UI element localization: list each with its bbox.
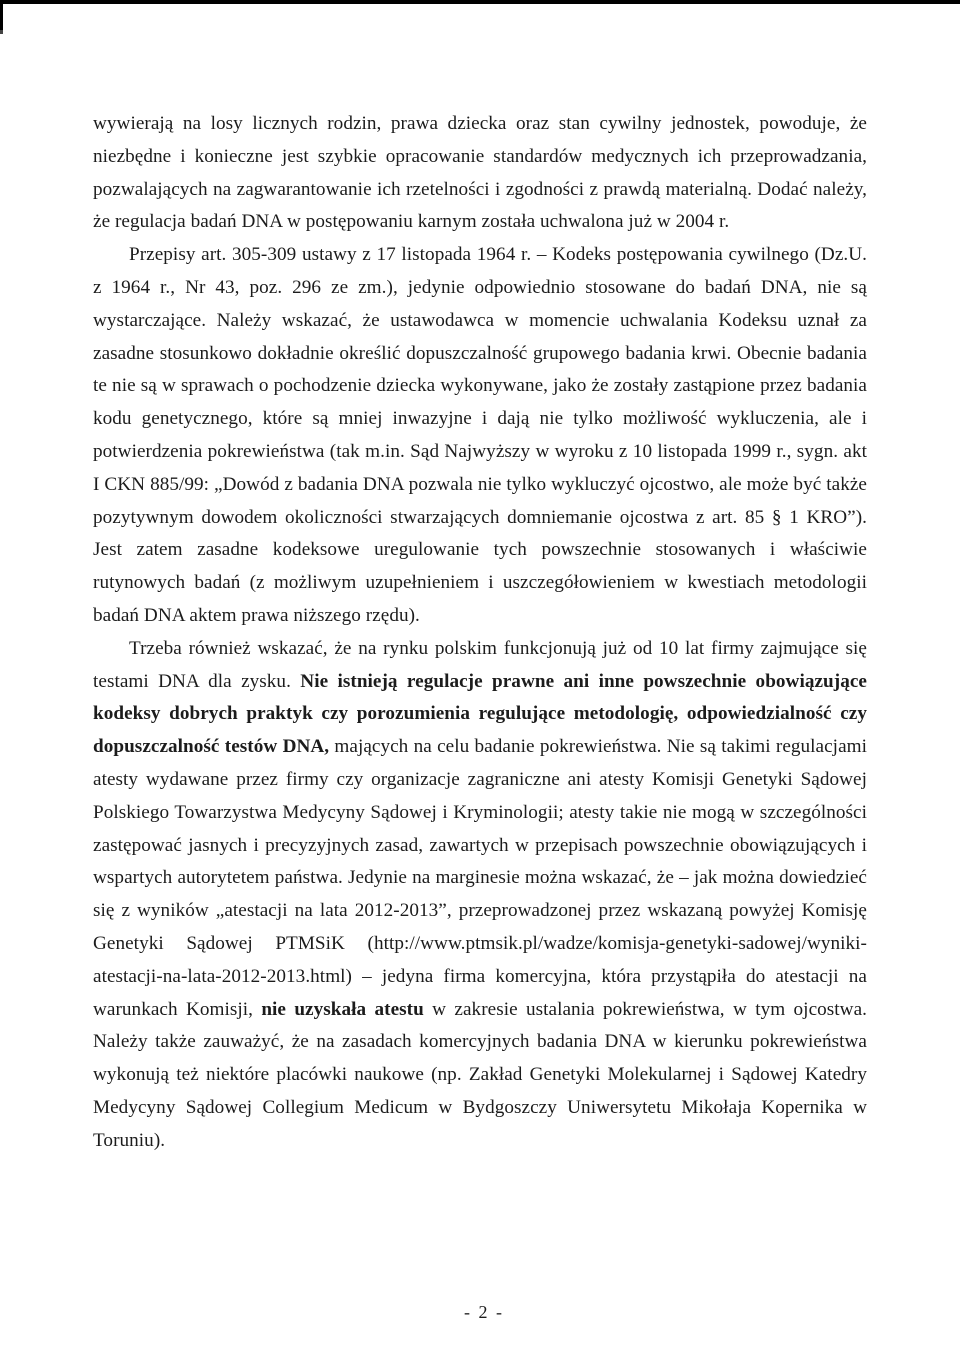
paragraph-3-text-a: Trzeba również wskazać, że na rynku polskim funkcjonują już od 10 lat firmy zajmujące się testami DNA dla zysku. xyxy=(93,637,867,692)
paragraph-1 xyxy=(93,108,867,239)
paragraph-3 xyxy=(93,633,867,1158)
paragraph-3-text-c: w zakresie ustalania pokrewieństwa, w tym ojcostwa. Należy także zauważyć, że na zasadach komercyjnych badania DNA w kierunku pokrewieństwa wykonują też niektóre placówki naukowe (np. Zakład Genetyki Molekularnej i Sądowej Katedry Medycyny Sądowej Collegium Medicum w Bydgoszczy Uniwersytetu Mikołaja Kopernika w Toruniu). xyxy=(93,998,867,1151)
body-text xyxy=(93,108,867,1158)
page-number: - 2 - xyxy=(464,1302,504,1322)
paragraph-2 xyxy=(93,239,867,633)
paragraph-3-bold-a: Nie istnieją regulacje prawne ani inne powszechnie obowiązujące kodeksy dobrych praktyk czy porozumienia regulujące metodologię, odpowiedzialność czy dopuszczalność testów DNA, xyxy=(93,670,867,758)
paragraph-3-text-b: mających na celu badanie pokrewieństwa. Nie są takimi regulacjami atesty wydawane przez firmy czy organizacje zagraniczne ani atesty Komisji Genetyki Sądowej Polskiego Towarzystwa Medycyny Sądowej i Kryminologii; atesty takie nie mogą w szczególności zastępować jasnych i precyzyjnych zasad, zawartych w przepisach powszechnie obowiązujących i wspartych autorytetem państwa. Jedynie na marginesie można wskazać, że – jak można dowiedzieć się z wyników „atestacji na lata 2012-2013”, przeprowadzonej przez wskazaną powyżej Komisję Genetyki Sądowej PTMSiK (http://www.ptmsik.pl/wadze/komisja-genetyki-sadowej/wyniki-atestacji-na-lata-2012-2013.html) – jedyna firma komercyjna, która przystąpiła do atestacji na warunkach Komisji, xyxy=(93,736,867,1020)
scan-edge-top xyxy=(0,0,960,4)
scan-edge-left xyxy=(0,0,3,1352)
paragraph-3-bold-b: nie uzyskała atestu xyxy=(261,998,424,1020)
paragraph-2-text: Przepisy art. 305-309 ustawy z 17 listopada 1964 r. – Kodeks postępowania cywilnego (Dz.U. z 1964 r., Nr 43, poz. 296 ze zm.), jedynie odpowiednio stosowane do badań DNA, nie są wystarczające. Należy wskazać, że ustawodawca w momencie uchwalania Kodeksu uznał za zasadne stosunkowo dokładnie określić dopuszczalność grupowego badania krwi. Obecnie badania te nie są w sprawach o pochodzenie dziecka wykonywane, jako że zostały zastąpione przez badania kodu genetycznego, które są mniej inwazyjne i dają nie tylko możliwość wykluczenia, ale i potwierdzenia pokrewieństwa (tak m.in. Sąd Najwyższy w wyroku z 10 listopada 1999 r., sygn. akt I CKN 885/99: „Dowód z badania DNA pozwala nie tylko wykluczyć ojcostwo, ale może być także pozytywnym dowodem okoliczności stwarzających domniemanie ojcostwa z art. 85 § 1 KRO”). Jest zatem zasadne kodeksowe uregulowanie tych powszechnie stosowanych i właściwie rutynowych badań (z możliwym uzupełnieniem i uszczegółowieniem w kwestiach metodologii badań DNA aktem prawa niższego rzędu). xyxy=(93,244,867,626)
paragraph-1-text: wywierają na losy licznych rodzin, prawa dziecka oraz stan cywilny jednostek, powoduje, że niezbędne i konieczne jest szybkie opracowanie standardów medycznych ich przeprowadzania, pozwalających na zagwarantowanie ich rzetelności i zgodności z prawdą materialną. Dodać należy, że regulacja badań DNA w postępowaniu karnym została uchwalona już w 2004 r. xyxy=(93,113,867,233)
